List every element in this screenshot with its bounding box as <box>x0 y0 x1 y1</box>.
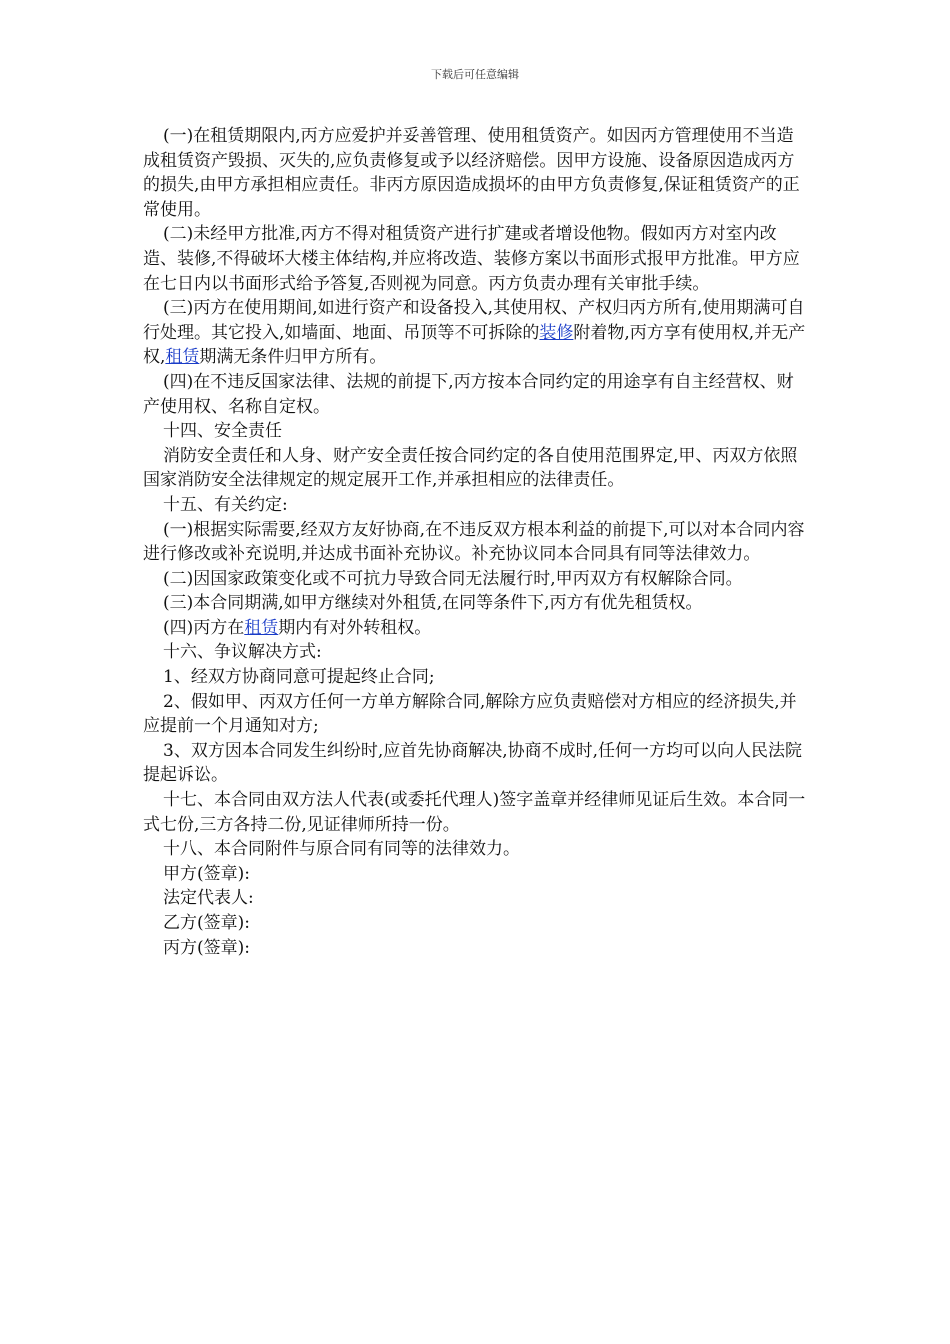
paragraph-p1 <box>143 124 808 222</box>
paragraph-text: (二)未经甲方批准,丙方不得对租赁资产进行扩建或者增设他物。假如丙方对室内改造、装修,不得破坏大楼主体结构,并应将改造、装修方案以书面形式报甲方批准。甲方应在七日内以书面形式给予答复,否则视为同意。丙方负责办理有关审批手续。 <box>143 224 800 294</box>
paragraph-p5 <box>143 419 808 444</box>
paragraph-text: (四)在不违反国家法律、法规的前提下,丙方按本合同约定的用途享有自主经营权、财产使用权、名称自定权。 <box>143 371 794 417</box>
paragraph-p17 <box>143 837 808 862</box>
paragraph-text: 十八、本合同附件与原合同有同等的法律效力。 <box>163 839 520 860</box>
paragraph-p21 <box>143 936 808 961</box>
paragraph-p14 <box>143 690 808 739</box>
paragraph-p12 <box>143 640 808 665</box>
paragraph-text: 附着物,丙方享有使用权,并无产权, <box>143 322 806 368</box>
paragraph-text: 2、假如甲、丙双方任何一方单方解除合同,解除方应负责赔偿对方相应的经济损失,并应提前一个月通知对方; <box>143 691 797 737</box>
paragraph-text: 甲方(签章): <box>163 863 250 884</box>
paragraph-text: 十六、争议解决方式: <box>163 642 322 663</box>
paragraph-p18 <box>143 862 808 887</box>
paragraph-text: 期满无条件归甲方所有。 <box>199 347 387 368</box>
paragraph-p3 <box>143 296 808 370</box>
paragraph-p4 <box>143 370 808 419</box>
document-body <box>143 124 808 960</box>
paragraph-text: (三)丙方在使用期间,如进行资产和设备投入,其使用权、产权归丙方所有,使用期满可自行处理。其它投入,如墙面、地面、吊顶等不可拆除的 <box>143 298 805 343</box>
paragraph-text: 乙方(签章): <box>163 913 250 933</box>
link-zhuangxiu[interactable]: 装修 <box>539 322 574 343</box>
paragraph-text: 法定代表人: <box>163 888 254 909</box>
paragraph-text: (二)因国家政策变化或不可抗力导致合同无法履行时,甲丙双方有权解除合同。 <box>163 568 743 589</box>
link-zulin-1[interactable]: 租赁 <box>165 347 200 368</box>
paragraph-text: 消防安全责任和人身、财产安全责任按合同约定的各自使用范围界定,甲、丙双方依照国家消防安全法律规定的规定展开工作,并承担相应的法律责任。 <box>143 445 798 491</box>
paragraph-p10 <box>143 591 808 616</box>
paragraph-p2 <box>143 222 808 296</box>
paragraph-text: 十五、有关约定: <box>163 494 288 515</box>
paragraph-p20 <box>143 911 808 936</box>
paragraph-text: 十七、本合同由双方法人代表(或委托代理人)签字盖章并经律师见证后生效。本合同一式七份,三方各持二份,见证律师所持一份。 <box>143 790 806 835</box>
paragraph-p13 <box>143 665 808 690</box>
paragraph-text: 期内有对外转租权。 <box>278 617 432 638</box>
paragraph-p11 <box>143 616 808 641</box>
paragraph-text: 1、经双方协商同意可提起终止合同; <box>163 667 435 688</box>
paragraph-text: (一)在租赁期限内,丙方应爱护并妥善管理、使用租赁资产。如因丙方管理使用不当造成租赁资产毁损、灭失的,应负责修复或予以经济赔偿。因甲方设施、设备原因造成丙方的损失,由甲方承担相应责任。非丙方原因造成损坏的由甲方负责修复,保证租赁资产的正常使用。 <box>143 126 800 220</box>
paragraph-p8 <box>143 518 808 567</box>
paragraph-text: 3、双方因本合同发生纠纷时,应首先协商解决,协商不成时,任何一方均可以向人民法院提起诉讼。 <box>143 740 803 786</box>
paragraph-text: (一)根据实际需要,经双方友好协商,在不违反双方根本利益的前提下,可以对本合同内容进行修改或补充说明,并达成书面补充协议。补充协议同本合同具有同等法律效力。 <box>143 519 805 565</box>
link-zulin-2[interactable]: 租赁 <box>244 617 279 638</box>
paragraph-text: (三)本合同期满,如甲方继续对外租赁,在同等条件下,丙方有优先租赁权。 <box>163 593 703 614</box>
paragraph-text: (四)丙方在 <box>163 617 245 638</box>
paragraph-p16 <box>143 788 808 837</box>
paragraph-p19 <box>143 886 808 911</box>
paragraph-p15 <box>143 739 808 788</box>
page-header: 下载后可任意编辑 <box>431 68 519 81</box>
paragraph-text: 丙方(签章): <box>163 937 250 958</box>
paragraph-p7 <box>143 493 808 518</box>
paragraph-p6 <box>143 444 808 493</box>
paragraph-text: 十四、安全责任 <box>163 421 282 442</box>
paragraph-p9 <box>143 567 808 592</box>
